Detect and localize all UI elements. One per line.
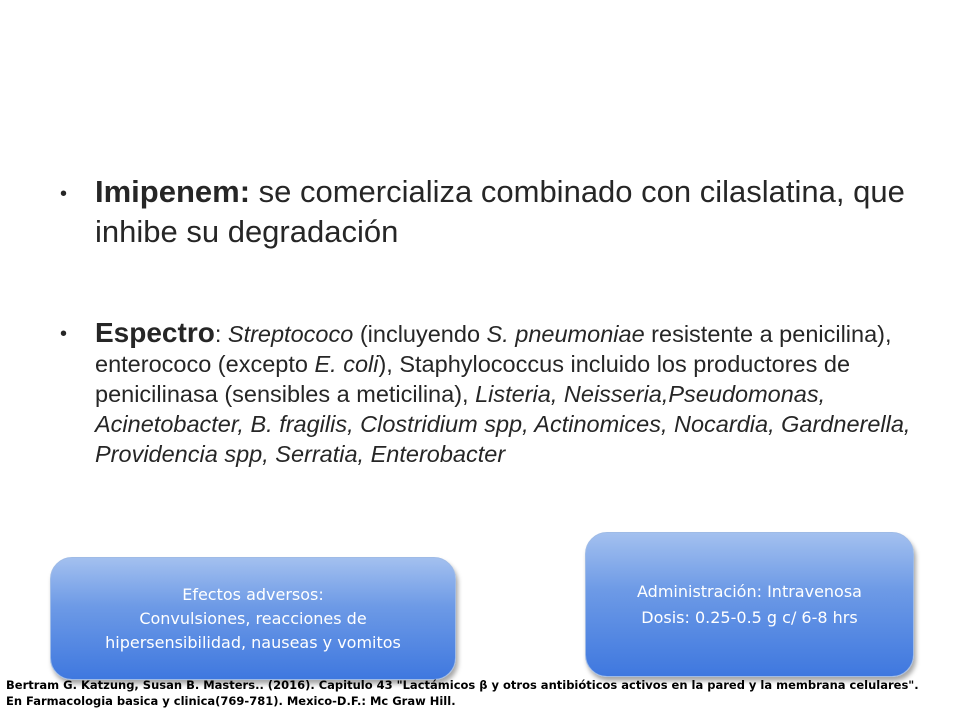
- bullet-imipenem: [60, 172, 920, 252]
- bullet-segment: Streptococo: [227, 321, 354, 347]
- bullet-segment: :: [214, 321, 228, 347]
- bullet-segment: S. pneumoniae: [486, 321, 645, 347]
- adverse-effects-title: Efectos adversos:: [182, 584, 324, 604]
- administration-dose: Dosis: 0.25-0.5 g c/ 6-8 hrs: [641, 607, 858, 627]
- adverse-effects-callout: [50, 557, 456, 680]
- bullet-lead: Espectro: [95, 317, 215, 348]
- administration-route: Administración: Intravenosa: [637, 581, 862, 601]
- bullet-list: [60, 172, 920, 469]
- bullet-segment: E. coli: [314, 351, 379, 377]
- citation-line: Bertram G. Katzung, Susan B. Masters.. (2016). Capitulo 43 "Lactámicos β y otros antibióticos activos en la pared y la membrana celulares".: [6, 678, 919, 692]
- bullet-segment: Listeria, Neisseria,Pseudomonas, Acinetobacter, B. fragilis, Clostridium spp, Actinomices, Nocardia, Gardnerella, Providencia spp, Serratia, Enterobacter: [95, 381, 911, 467]
- citation: [6, 677, 956, 709]
- administration-callout: [585, 532, 914, 677]
- bullet-espectro: [60, 318, 920, 469]
- citation-line: En Farmacologia basica y clinica(769-781). Mexico-D.F.: Mc Graw Hill.: [6, 694, 456, 708]
- bullet-segment: ), Staphylococcus incluido los productores de penicilinasa (sensibles a meticilina),: [95, 351, 851, 407]
- bullet-segment: (incluyendo: [353, 321, 487, 347]
- bullet-segment: resistente a penicilina), enterococo (excepto: [95, 321, 892, 377]
- adverse-effects-line: hipersensibilidad, nauseas y vomitos: [105, 632, 401, 652]
- bullet-text: se comercializa combinado con cilaslatina, que inhibe su degradación: [95, 174, 905, 249]
- bullet-marker: •: [60, 323, 68, 345]
- bullet-lead: Imipenem:: [95, 174, 251, 209]
- bullet-marker: •: [60, 183, 68, 205]
- adverse-effects-line: Convulsiones, reacciones de: [139, 608, 367, 628]
